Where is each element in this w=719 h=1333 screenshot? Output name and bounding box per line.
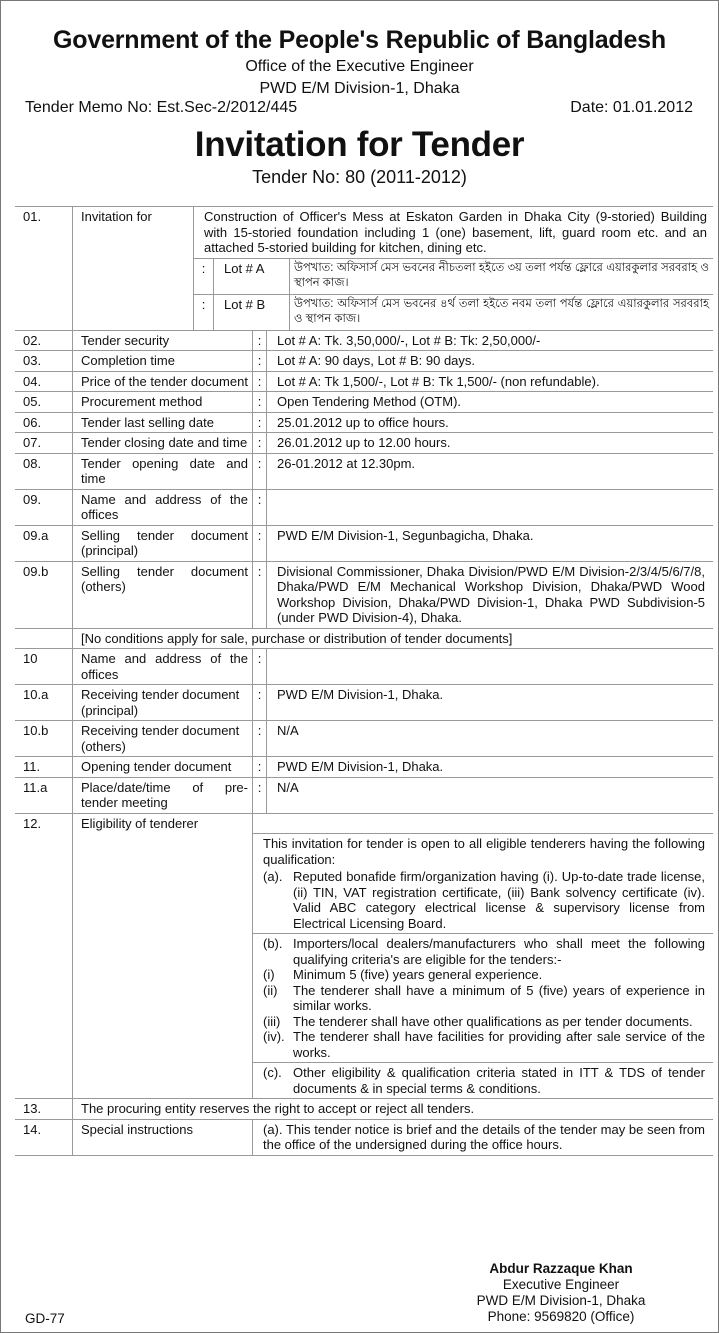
signer-title: Executive Engineer bbox=[502, 1277, 620, 1292]
table-row bbox=[15, 206, 713, 330]
lot-a-text: উপখাত: অফিসার্স মেস ভবনের নীচতলা হইতে ৩য় তলা পর্যন্ত ফ্লোরে এয়ারকুলার সরবরাহ ও স্থাপন কাজ। bbox=[294, 261, 709, 289]
table-row: 03. Completion time : Lot # A: 90 days, Lot # B: 90 days. bbox=[15, 350, 713, 371]
notice-date: Date: 01.01.2012 bbox=[570, 99, 693, 116]
division-heading: PWD E/M Division-1, Dhaka bbox=[259, 80, 460, 97]
table-row: 14. Special instructions (a). This tender notice is brief and the details of the tender may be seen from the office of the undersigned during the office hours. bbox=[15, 1119, 713, 1156]
table-row: 09.b Selling tender document (others) : Divisional Commissioner, Dhaka Division/PWD E/M Division-2/3/4/5/6/7/8, Dhaka/PWD E/M Mechanical Workshop Division, Dhaka/PWD Wood Workshop Division, Dhaka/PWD Division-1, Dhaka PWD Subdivision-5 (under PWD Division-4), Dhaka. bbox=[15, 561, 713, 628]
table-row: 09. Name and address of the offices : bbox=[15, 489, 713, 525]
table-row: 10 Name and address of the offices : bbox=[15, 648, 713, 684]
signer-phone: Phone: 9569820 (Office) bbox=[487, 1309, 635, 1324]
row-number: 01. bbox=[15, 207, 73, 330]
table-row: 09.a Selling tender document (principal) : PWD E/M Division-1, Segunbagicha, Dhaka. bbox=[15, 525, 713, 561]
table-row: 04. Price of the tender document : Lot # A: Tk 1,500/-, Lot # B: Tk 1,500/- (non refundable). bbox=[15, 371, 713, 392]
lot-a-row: : Lot # A উপখাত: অফিসার্স মেস ভবনের নীচতলা হইতে ৩য় তলা পর্যন্ত ফ্লোরে এয়ারকুলার সরবরাহ ও স্থাপন কাজ। bbox=[194, 258, 713, 294]
table-row: 05. Procurement method : Open Tendering Method (OTM). bbox=[15, 391, 713, 412]
page-title: Invitation for Tender bbox=[194, 125, 525, 164]
table-row: 02. Tender security : Lot # A: Tk. 3,50,000/-, Lot # B: Tk: 2,50,000/- bbox=[15, 330, 713, 351]
govt-heading: Government of the People's Republic of Bangladesh bbox=[53, 26, 666, 54]
table-row: 12. Eligibility of tenderer bbox=[15, 813, 713, 834]
table-row: 06. Tender last selling date : 25.01.2012 up to office hours. bbox=[15, 412, 713, 433]
table-note-row bbox=[15, 628, 713, 649]
lot-b-label: Lot # B bbox=[214, 295, 290, 330]
table-row: 08. Tender opening date and time : 26-01.2012 at 12.30pm. bbox=[15, 453, 713, 489]
signature-block bbox=[471, 1261, 651, 1325]
table-row: 11.a Place/date/time of pre-tender meeting : N/A bbox=[15, 777, 713, 813]
tender-number: Tender No: 80 (2011-2012) bbox=[252, 167, 467, 187]
row-label: Invitation for bbox=[73, 207, 194, 330]
signer-name: Abdur Razzaque Khan bbox=[489, 1261, 633, 1276]
memo-number: Tender Memo No: Est.Sec-2/2012/445 bbox=[25, 99, 298, 116]
table-row: 10.b Receiving tender document (others) : N/A bbox=[15, 720, 713, 756]
table-row: 11. Opening tender document : PWD E/M Division-1, Dhaka. bbox=[15, 756, 713, 777]
note-text: [No conditions apply for sale, purchase or distribution of tender documents] bbox=[81, 630, 513, 646]
footer-code: GD-77 bbox=[25, 1311, 65, 1326]
eligibility-block: This invitation for tender is open to all eligible tenderers having the following qualification: (a). Reputed bonafide firm/organization having (i). Up-to-date trade license, (ii) TIN, VAT registration certificate, (iii) Bank solvency certificate (iv). Valid ABC category electrical license & supervisory license from Electrical Licensing Board. (b). Importers/local dealers/manufacturers who shall meet the following qualifying criteria's are eligible for the tenders:- (i) Minimum 5 (five) years general experience. (ii) The tenderer shall have a minimum of 5 (five) years of experience in similar works. (iii) The tenderer shall have other qualifications as per tender documents. (iv). The tenderer shall have facilities for providing after sale service of the works. (c). Other eligibility & qualification criteria stated in ITT & TDS of tender documents & in special terms & conditions. bbox=[15, 833, 713, 1098]
memo-line bbox=[1, 99, 718, 117]
lot-b-text: উপখাত: অফিসার্স মেস ভবনের ৪র্থ তলা হইতে নবম তলা পর্যন্ত ফ্লোরে এয়ারকুলার সরবরাহ ও স্থাপন কাজ। bbox=[294, 297, 709, 325]
lot-a-label: Lot # A bbox=[214, 259, 290, 294]
lot-b-row: : Lot # B উপখাত: অফিসার্স মেস ভবনের ৪র্থ তলা হইতে নবম তলা পর্যন্ত ফ্লোরে এয়ারকুলার সরবরাহ ও স্থাপন কাজ। bbox=[194, 294, 713, 330]
row-value: Construction of Officer's Mess at Eskaton Garden in Dhaka City (9-storied) Building with 15-storied foundation including 1 (one) basement, lift, guard room etc. and an attached 5-storied building for kitchen, dining etc. bbox=[204, 209, 707, 255]
table-row: 10.a Receiving tender document (principal) : PWD E/M Division-1, Dhaka. bbox=[15, 684, 713, 720]
eligibility-intro: This invitation for tender is open to all eligible tenderers having the following qualification: bbox=[253, 833, 713, 869]
tender-table bbox=[15, 206, 713, 1156]
signer-office: PWD E/M Division-1, Dhaka bbox=[476, 1293, 646, 1308]
office-heading: Office of the Executive Engineer bbox=[245, 58, 474, 75]
table-row: 07. Tender closing date and time : 26.01.2012 up to 12.00 hours. bbox=[15, 432, 713, 453]
table-row: 13. The procuring entity reserves the right to accept or reject all tenders. bbox=[15, 1098, 713, 1119]
